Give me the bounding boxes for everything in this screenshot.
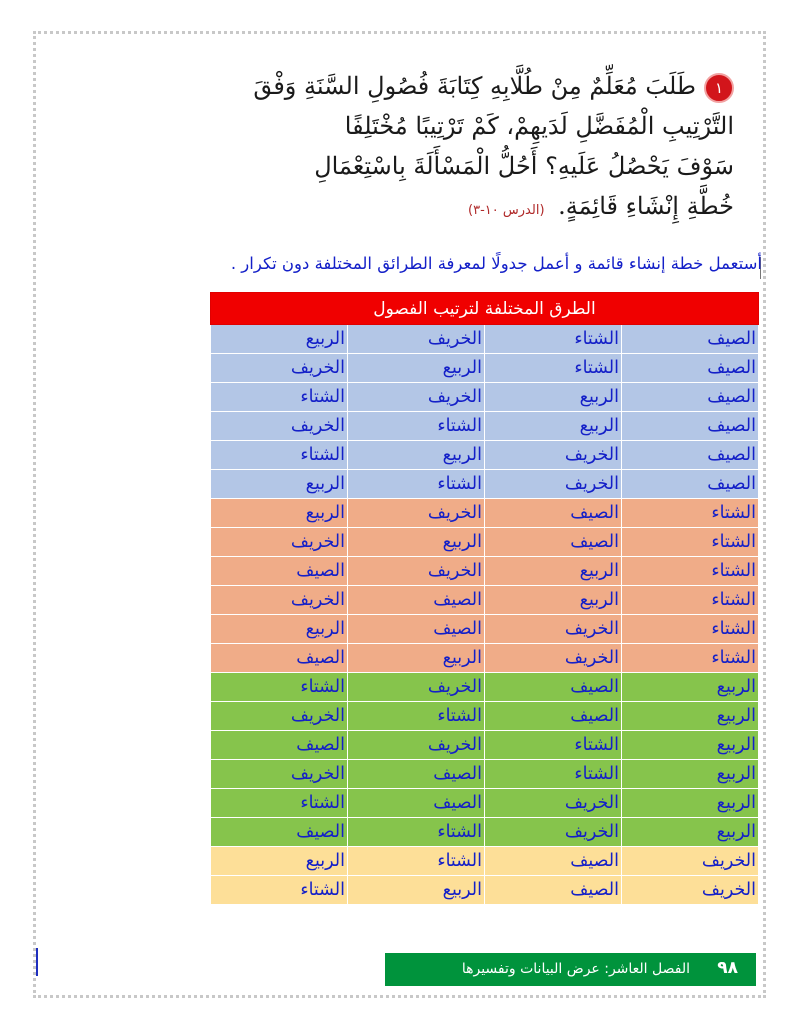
- table-cell: الربيع: [211, 615, 348, 644]
- table-cell: الربيع: [348, 354, 485, 383]
- table-cell: الشتاء: [485, 731, 622, 760]
- table-cell: الشتاء: [622, 528, 759, 557]
- table-cell: الشتاء: [348, 702, 485, 731]
- table-cell: الشتاء: [348, 470, 485, 499]
- chapter-title: الفصل العاشر: عرض البيانات وتفسيرها: [461, 961, 690, 977]
- table-row: [211, 325, 759, 354]
- table-cell: الربيع: [348, 441, 485, 470]
- table-cell: الصيف: [622, 470, 759, 499]
- table-title: الطرق المختلفة لترتيب الفصول: [211, 293, 759, 325]
- page-footer: [385, 953, 756, 986]
- table-cell: الصيف: [348, 760, 485, 789]
- table-cell: الربيع: [622, 731, 759, 760]
- table-cell: الربيع: [485, 557, 622, 586]
- table-cell: الخريف: [622, 876, 759, 905]
- table-cell: الخريف: [622, 847, 759, 876]
- table-cell: الخريف: [485, 470, 622, 499]
- table-cell: الربيع: [211, 325, 348, 354]
- table-cell: الشتاء: [211, 441, 348, 470]
- table-row: [211, 470, 759, 499]
- table-cell: الخريف: [485, 818, 622, 847]
- table-row: [211, 731, 759, 760]
- table-row: [211, 702, 759, 731]
- table-cell: الصيف: [485, 876, 622, 905]
- page-number: ٩٨: [717, 958, 738, 978]
- table-cell: الخريف: [211, 760, 348, 789]
- lesson-reference: (الدرس ١٠-٣): [468, 203, 545, 218]
- table-cell: الخريف: [348, 325, 485, 354]
- table-row: [211, 644, 759, 673]
- table-cell: الربيع: [622, 673, 759, 702]
- table-cell: الشتاء: [622, 499, 759, 528]
- table-cell: الربيع: [211, 470, 348, 499]
- table-cell: الربيع: [622, 789, 759, 818]
- table-row: [211, 499, 759, 528]
- table-cell: الصيف: [622, 354, 759, 383]
- table-cell: الصيف: [348, 789, 485, 818]
- table-row: [211, 586, 759, 615]
- table-cell: الصيف: [211, 818, 348, 847]
- table-cell: الشتاء: [348, 412, 485, 441]
- table-row: [211, 412, 759, 441]
- table-row: [211, 673, 759, 702]
- table-cell: الشتاء: [211, 673, 348, 702]
- table-cell: الصيف: [622, 383, 759, 412]
- table-cell: الشتاء: [485, 760, 622, 789]
- table-row: [211, 789, 759, 818]
- table-cell: الخريف: [211, 702, 348, 731]
- table-cell: الخريف: [348, 731, 485, 760]
- table-cell: الصيف: [622, 325, 759, 354]
- table-cell: الربيع: [485, 586, 622, 615]
- table-cell: الخريف: [485, 441, 622, 470]
- table-cell: الخريف: [211, 354, 348, 383]
- problem-line-2: التَّرْتِيبِ الْمُفَضَّلِ لَدَيهِمْ، كَمْ تَرْتِيبًا مُخْتَلِفًا: [344, 112, 734, 140]
- table-cell: الربيع: [622, 760, 759, 789]
- table-row: [211, 876, 759, 905]
- table-cell: الصيف: [211, 731, 348, 760]
- problem-line-3: سَوْفَ يَحْصُلُ عَلَيهِ؟ أَحُلُّ الْمَسْأَلَةَ بِاسْتِعْمَالِ: [314, 152, 734, 180]
- table-cell: الخريف: [348, 383, 485, 412]
- table-row: [211, 557, 759, 586]
- table-row: [211, 615, 759, 644]
- table-cell: الشتاء: [348, 818, 485, 847]
- seasons-orders-table: [210, 292, 759, 905]
- table-cell: الشتاء: [485, 354, 622, 383]
- table-cell: الخريف: [348, 673, 485, 702]
- table-cell: الصيف: [211, 557, 348, 586]
- table-row: [211, 441, 759, 470]
- table-cell: الشتاء: [211, 789, 348, 818]
- table-cell: الربيع: [348, 644, 485, 673]
- table-cell: الخريف: [485, 615, 622, 644]
- table-cell: الشتاء: [211, 876, 348, 905]
- table-cell: الربيع: [622, 702, 759, 731]
- table-cell: الشتاء: [622, 586, 759, 615]
- table-cell: الصيف: [485, 702, 622, 731]
- table-cell: الصيف: [348, 586, 485, 615]
- table-cell: الصيف: [485, 499, 622, 528]
- table-cell: الصيف: [348, 615, 485, 644]
- problem-line-4: خُطَّةِ إِنْشَاءِ قَائِمَةٍ. (الدرس ١٠-٣): [468, 192, 734, 220]
- table-cell: الشتاء: [622, 557, 759, 586]
- table-cell: الصيف: [485, 673, 622, 702]
- problem-statement: [94, 66, 734, 231]
- instruction-text: أستعمل خطة إنشاء قائمة و أعمل جدولًا لمعرفة الطرائق المختلفة دون تكرار .: [230, 254, 762, 273]
- table-cell: الخريف: [211, 586, 348, 615]
- footer-margin-line: [36, 948, 38, 976]
- table-cell: الشتاء: [622, 615, 759, 644]
- table-cell: الشتاء: [485, 325, 622, 354]
- table-cell: الخريف: [211, 528, 348, 557]
- table-row: [211, 847, 759, 876]
- table-cell: الخريف: [348, 557, 485, 586]
- table-cell: الشتاء: [211, 383, 348, 412]
- table-body: [211, 325, 759, 905]
- table-cell: الربيع: [348, 528, 485, 557]
- table-row: [211, 528, 759, 557]
- table-cell: الصيف: [485, 528, 622, 557]
- table-cell: الصيف: [622, 412, 759, 441]
- problem-line-1: ١طَلَبَ مُعَلِّمٌ مِنْ طُلَّابِهِ كِتَابَةَ فُصُولِ السَّنَةِ وَفْقَ: [94, 66, 734, 106]
- table-cell: الخريف: [485, 644, 622, 673]
- table-cell: الشتاء: [348, 847, 485, 876]
- table-cell: الربيع: [622, 818, 759, 847]
- table-cell: الخريف: [485, 789, 622, 818]
- table-cell: الخريف: [348, 499, 485, 528]
- problem-number-badge: ١: [704, 73, 734, 103]
- table-row: [211, 760, 759, 789]
- table-cell: الربيع: [211, 847, 348, 876]
- table-row: [211, 354, 759, 383]
- table-cell: الخريف: [211, 412, 348, 441]
- table-cell: الربيع: [348, 876, 485, 905]
- table-cell: الصيف: [485, 847, 622, 876]
- table-cell: الصيف: [622, 441, 759, 470]
- table-cell: الصيف: [211, 644, 348, 673]
- table-cell: الشتاء: [622, 644, 759, 673]
- table-cell: الربيع: [485, 412, 622, 441]
- table-row: [211, 818, 759, 847]
- table-row: [211, 383, 759, 412]
- table-cell: الربيع: [211, 499, 348, 528]
- table-cell: الربيع: [485, 383, 622, 412]
